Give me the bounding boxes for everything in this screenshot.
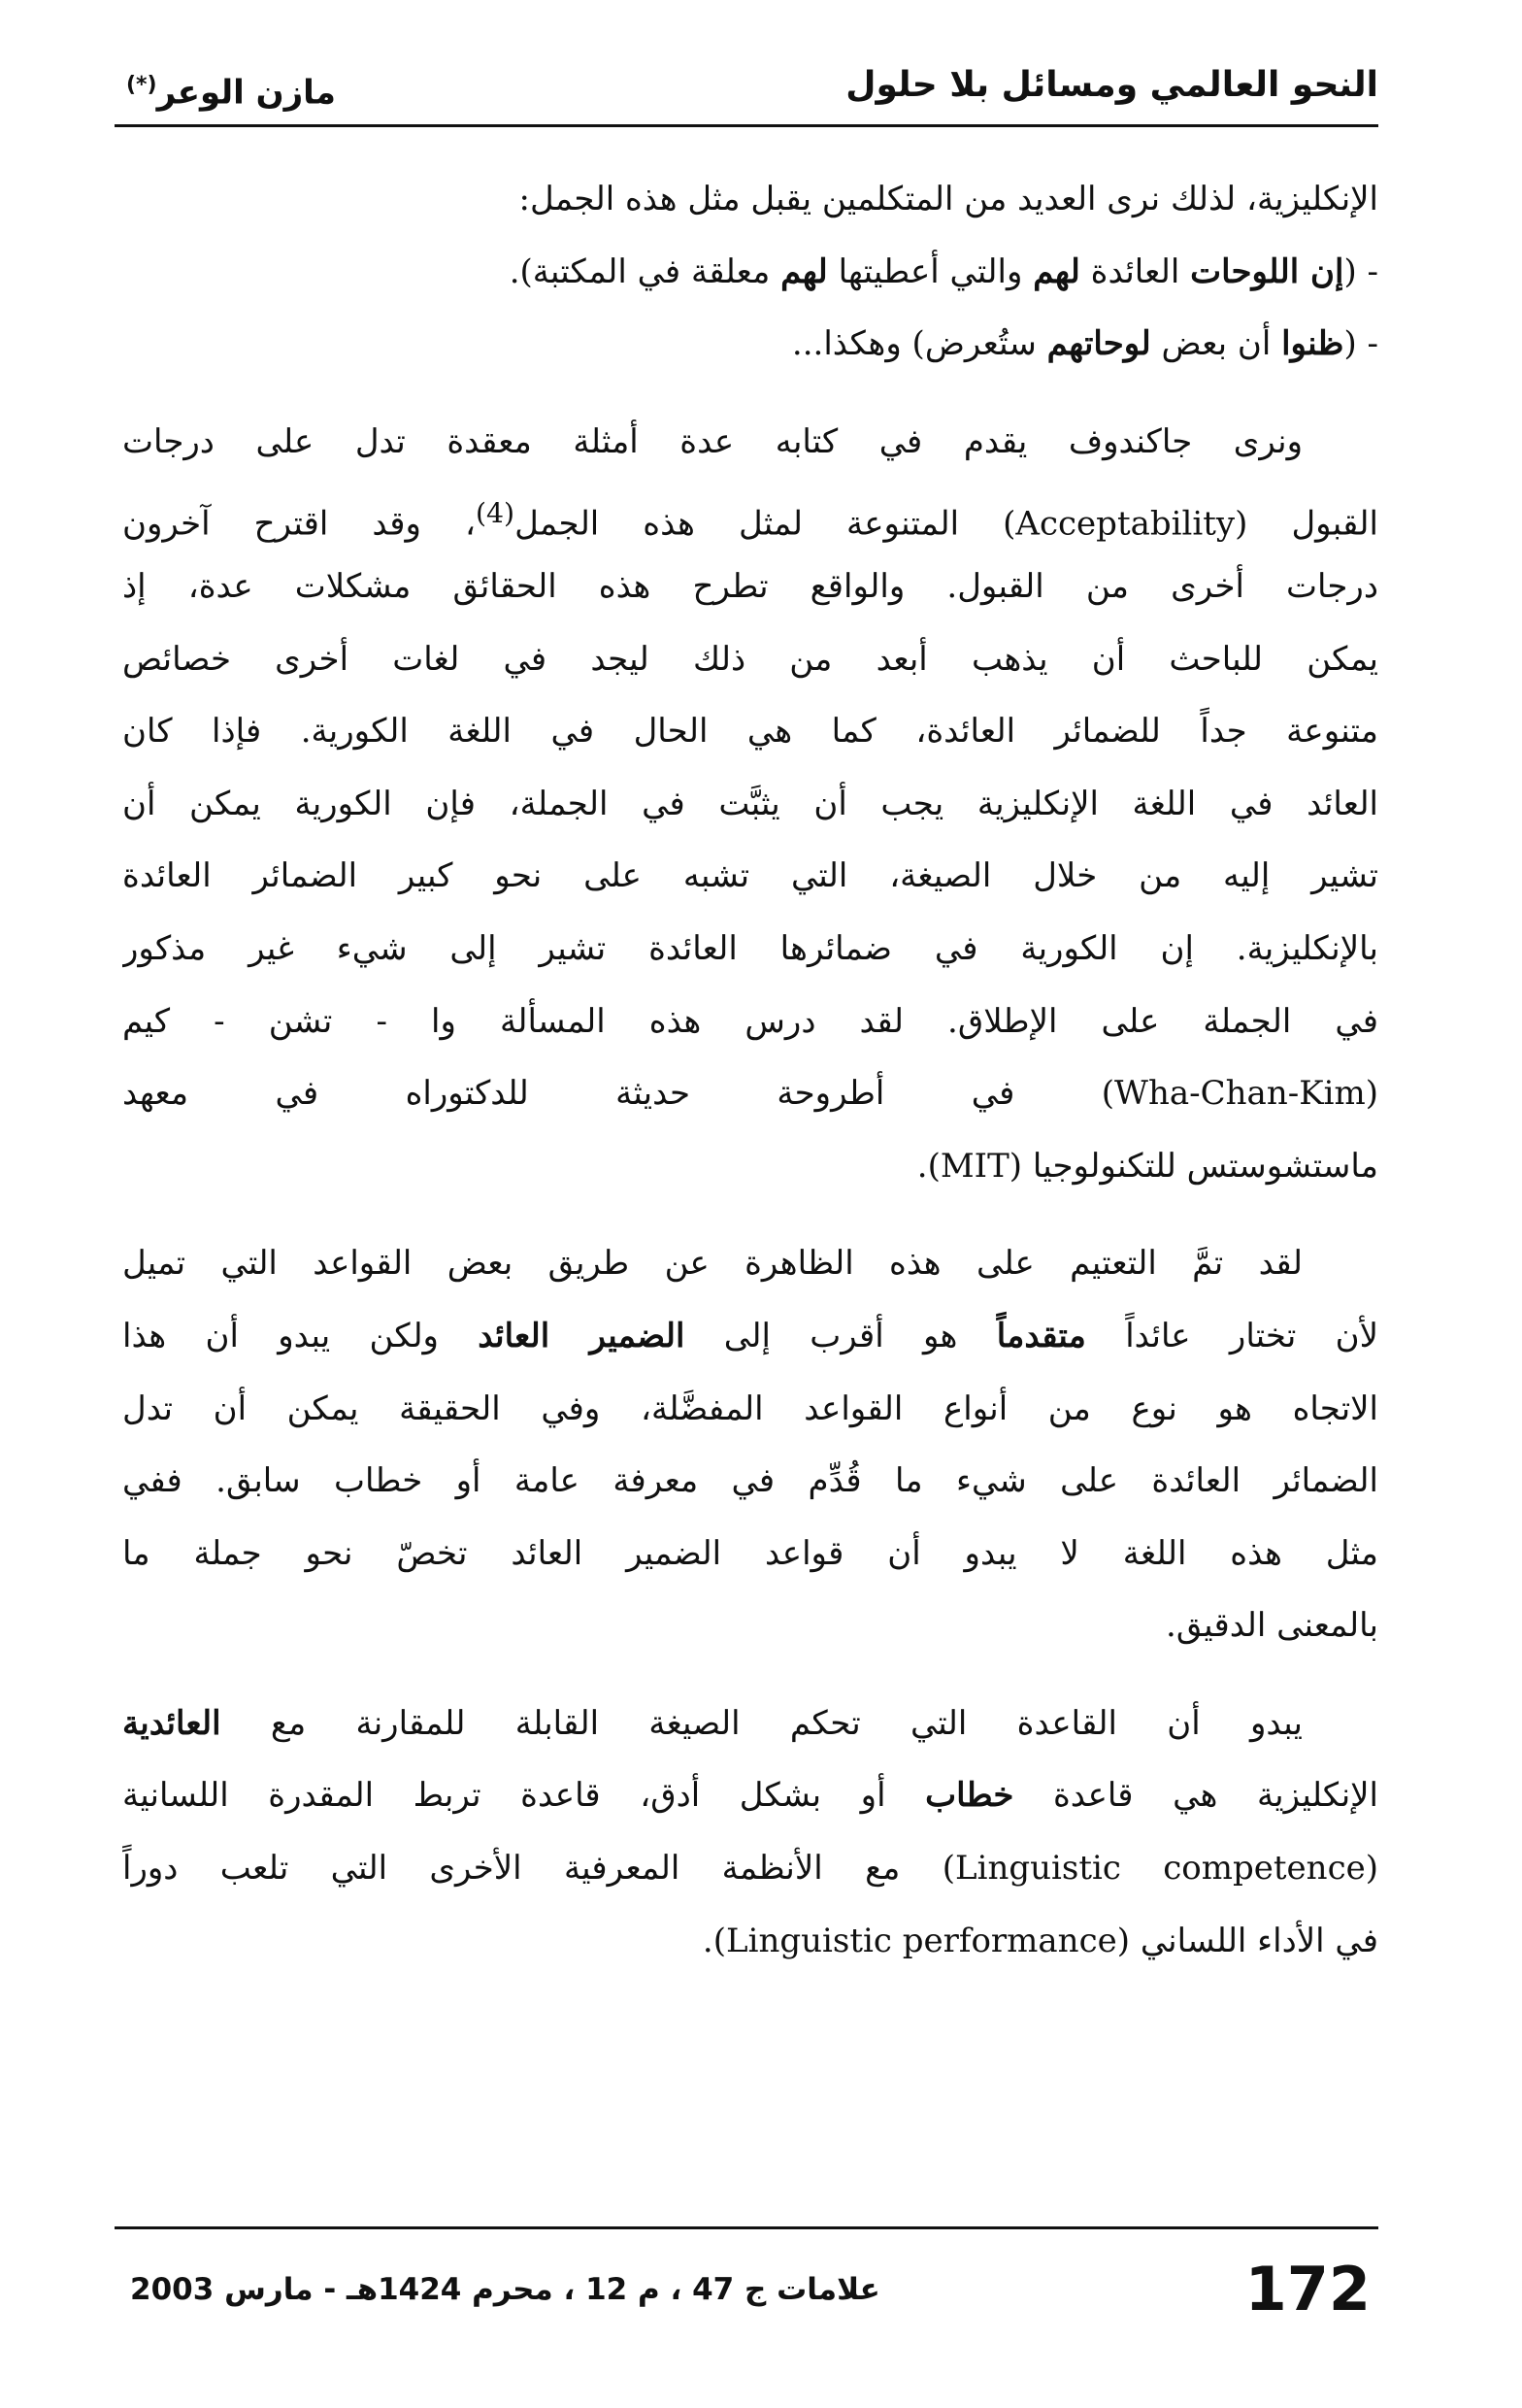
- paragraph-1-line-4: يمكن للباحث أن يذهب أبعد من ذلك ليجد في لغات أخرى خصائص: [122, 639, 1378, 679]
- term-mit: MIT: [940, 1146, 1009, 1186]
- intro-line: الإنكليزية، لذلك نرى العديد من المتكلمين يقبل مثل هذه الجمل:: [518, 180, 1378, 218]
- paragraph-1-line-3: درجات أخرى من القبول. والواقع تطرح هذه الحقائق مشكلات عدة، إذ: [122, 566, 1378, 606]
- article-title: النحو العالمي ومسائل بلا حلول: [845, 65, 1378, 105]
- paragraph-1-line-1: ونرى جاكندوف يقدم في كتابه عدة أمثلة معقدة تدل على درجات: [122, 421, 1303, 461]
- page-number: 172: [1244, 2254, 1371, 2324]
- example-1-part-g: معلقة في المكتبة).: [509, 251, 781, 291]
- p2-l2-bold-a: متقدماً: [996, 1316, 1086, 1355]
- body-text: [122, 163, 1378, 1977]
- paragraph-3-line-2: [122, 1759, 1378, 1832]
- paragraph-gap: [122, 381, 1378, 406]
- p3-l4-part-b: ).: [702, 1921, 726, 1960]
- paragraph-1-line-6: العائد في اللغة الإنكليزية يجب أن يثبَّت في الجملة، فإن الكورية يمكن أن: [122, 784, 1378, 823]
- p1-l11-part-b: ).: [916, 1146, 941, 1186]
- author-name: [126, 56, 336, 121]
- paragraph-3-line-4: [122, 1905, 1378, 1978]
- author-name-text: مازن الوعر: [156, 73, 336, 113]
- document-page: [115, 0, 1378, 2408]
- example-1-part-e: والتي أعطيتها: [827, 251, 1034, 291]
- paragraph-2-line-5: مثل هذه اللغة لا يبدو أن قواعد الضمير العائد تخصّ نحو جملة ما: [122, 1533, 1378, 1573]
- p3-l3-part-a: (: [1365, 1849, 1378, 1889]
- term-linguistic-competence: Linguistic competence: [955, 1849, 1366, 1889]
- paragraph-1-line-2: [122, 478, 1378, 551]
- paragraph-3-line-1: [122, 1688, 1378, 1760]
- example-2-part-c: أن بعض: [1150, 324, 1282, 364]
- paragraph-1-line-11: [122, 1130, 1378, 1203]
- p2-l2-part-a: لأن تختار عائداً: [1085, 1316, 1378, 1355]
- paragraph-1-line-8: بالإنكليزية. إن الكورية في ضمائرها العائدة تشير إلى شيء غير مذكور: [122, 928, 1378, 968]
- p3-l4-part-a: في الأداء اللساني (: [1116, 1921, 1378, 1960]
- footnote-ref-4: (4): [475, 497, 515, 530]
- example-2-part-a: - (: [1343, 324, 1378, 364]
- term-wha-chan-kim: Wha-Chan-Kim: [1114, 1074, 1366, 1114]
- p1-l10-part-a: (: [1365, 1074, 1378, 1114]
- paragraph-gap: [122, 1662, 1378, 1688]
- p1-l2-part-a: القبول (: [1235, 504, 1378, 544]
- example-sentence-2: [122, 308, 1378, 381]
- p1-l10-part-b: ) في أطروحة حديثة للدكتوراه في معهد: [122, 1074, 1115, 1114]
- paragraph-1-line-7: تشير إليه من خلال الصيغة، التي تشبه على نحو كبير الضمائر العائدة: [122, 856, 1378, 896]
- paragraph-2-line-2: [122, 1300, 1378, 1373]
- example-2-part-e: ستُعرض) وهكذا...: [791, 324, 1047, 364]
- p2-l2-part-c: هو أقرب إلى: [684, 1316, 997, 1355]
- p1-l2-part-b: ) المتنوعة لمثل هذه الجمل: [514, 504, 1016, 544]
- example-1-part-a: - (: [1343, 251, 1378, 291]
- example-2-bold-a: ظنوا: [1281, 324, 1344, 364]
- example-sentence-1: [122, 236, 1378, 309]
- paragraph-2-line-6: بالمعنى الدقيق.: [1166, 1606, 1378, 1646]
- paragraph-1-line-5: متنوعة جداً للضمائر العائدة، كما هي الحال في اللغة الكورية. فإذا كان: [122, 712, 1378, 752]
- journal-citation: علامات ج 47 ، م 12 ، محرم 1424هـ - مارس 2003: [130, 2272, 880, 2307]
- example-1-bold-a: إن اللوحات: [1190, 251, 1344, 291]
- example-2-bold-b: لوحاتهم: [1046, 324, 1151, 364]
- term-acceptability: Acceptability: [1015, 504, 1236, 544]
- footer-rule: [115, 2226, 1378, 2229]
- example-1-bold-b: لهم: [1033, 251, 1080, 291]
- p1-l11-part-a: ماستشوستس للتكنولوجيا (: [1009, 1146, 1378, 1186]
- paragraph-2-line-1: لقد تمَّ التعتيم على هذه الظاهرة عن طريق بعض القواعد التي تميل: [122, 1244, 1303, 1284]
- paragraph-1-line-10: [122, 1057, 1378, 1130]
- paragraph-2-line-3: الاتجاه هو نوع من أنواع القواعد المفضَّلة، وفي الحقيقة يمكن أن تدل: [122, 1388, 1378, 1428]
- running-header: [115, 56, 1378, 115]
- p3-l1-bold: العائدية: [122, 1703, 221, 1743]
- p3-l2-part-a: الإنكليزية هي قاعدة: [1013, 1776, 1378, 1816]
- example-1-bold-c: لهم: [780, 251, 828, 291]
- header-rule: [115, 124, 1378, 127]
- term-linguistic-performance: Linguistic performance: [726, 1921, 1117, 1960]
- paragraph-gap: [122, 1202, 1378, 1227]
- author-footnote-mark: (*): [126, 73, 157, 97]
- p2-l2-bold-b: الضمير العائد: [478, 1316, 685, 1355]
- p1-l2-part-c: ، وقد اقترح آخرون: [122, 504, 476, 544]
- p2-l2-part-e: ولكن يبدو أن هذا: [122, 1316, 479, 1355]
- paragraph-3-line-3: [122, 1832, 1378, 1905]
- p3-l1-part-a: يبدو أن القاعدة التي تحكم الصيغة القابلة للمقارنة مع: [220, 1703, 1303, 1743]
- paragraph-2-line-4: الضمائر العائدة على شيء ما قُدِّم في معرفة عامة أو خطاب سابق. ففي: [122, 1461, 1378, 1501]
- p3-l2-part-c: أو بشكل أدق، قاعدة تربط المقدرة اللسانية: [122, 1776, 926, 1816]
- p3-l3-part-b: ) مع الأنظمة المعرفية الأخرى التي تلعب دوراً: [122, 1849, 955, 1889]
- p3-l2-bold: خطاب: [925, 1776, 1014, 1816]
- paragraph-1-line-9: في الجملة على الإطلاق. لقد درس هذه المسألة وا - تشن - كيم: [122, 1001, 1378, 1041]
- example-1-part-c: العائدة: [1079, 251, 1191, 291]
